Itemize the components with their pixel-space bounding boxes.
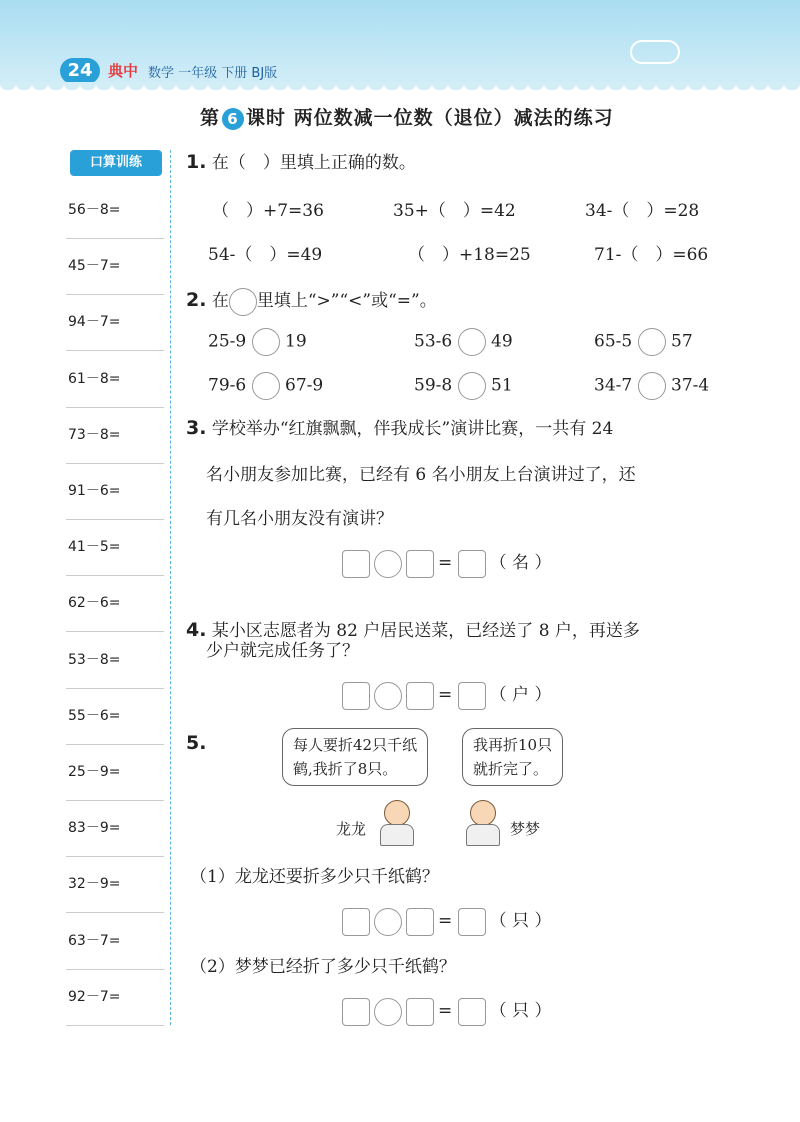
sidebar-exercise: 91－6= [66, 463, 164, 520]
q5-sub2: （2）梦梦已经折了多少只千纸鹤？ [190, 957, 456, 977]
sidebar-tag: 口算训练 [70, 150, 162, 176]
sidebar-divider [170, 150, 171, 1025]
page-header [0, 0, 800, 90]
q1-item[interactable]: 71-（ ）=66 [594, 245, 709, 265]
sidebar-exercise: 94－7= [66, 294, 164, 351]
sidebar-exercise: 25－9= [66, 744, 164, 801]
name-longlong: 龙龙 [336, 820, 367, 838]
brand-logo: 典中 [108, 62, 139, 80]
sidebar-exercise: 63－7= [66, 913, 164, 970]
sidebar-exercise: 55－6= [66, 688, 164, 745]
q4-line: 4. 某小区志愿者为 82 户居民送菜，已经送了 8 户，再送多 [186, 619, 640, 641]
q5-number: 5. [186, 732, 207, 754]
q2-item[interactable]: 34-7 37-4 [594, 372, 709, 400]
q5-sub1: （1）龙龙还要折多少只千纸鹤？ [190, 867, 439, 887]
lesson-title: 第 6 课时 两位数减一位数（退位）减法的练习 [200, 107, 614, 129]
q3-line: 3. 学校举办“红旗飘飘，伴我成长”演讲比赛，一共有 24 [186, 417, 614, 439]
name-mengmeng: 梦梦 [510, 820, 541, 838]
q2-item[interactable]: 25-9 19 [208, 328, 307, 356]
q1-item[interactable]: 35+（ ）=42 [393, 201, 516, 221]
q1-prompt: 1. 在（ ）里填上正确的数。 [186, 151, 416, 173]
sidebar-exercise: 53－8= [66, 632, 164, 689]
book-info: 数学 一年级 下册 BJ版 [148, 66, 278, 81]
q2-prompt: 2. 在 里填上“>”“<”或“=”。 [186, 286, 437, 316]
lesson-number-badge: 6 [222, 108, 244, 130]
sidebar-exercise: 73－8= [66, 407, 164, 464]
speech-bubble-mengmeng: 我再折10只 就折完了。 [462, 728, 563, 786]
q2-item[interactable]: 79-6 67-9 [208, 372, 323, 400]
sidebar-exercise: 41－5= [66, 519, 164, 576]
sidebar-exercise: 83－9= [66, 800, 164, 857]
q2-item[interactable]: 59-8 51 [414, 372, 513, 400]
sidebar-exercise: 61－8= [66, 351, 164, 408]
compare-circle-icon [229, 288, 257, 316]
q5-answer1[interactable]: = （ 只 ） [342, 906, 551, 936]
sidebar-exercise: 62－6= [66, 575, 164, 632]
girl-character-icon [462, 800, 502, 846]
boy-character-icon [376, 800, 416, 846]
sidebar-exercise: 45－7= [66, 238, 164, 295]
page-number: 24 [60, 58, 100, 84]
cloud-icon [630, 40, 680, 64]
speech-bubble-longlong: 每人要折42只千纸 鹤,我折了8只。 [282, 728, 428, 786]
q3-answer[interactable]: = （ 名 ） [342, 548, 551, 578]
sidebar-exercise: 32－9= [66, 856, 164, 913]
sidebar-exercise: 56－8= [66, 182, 164, 239]
q1-item[interactable]: （ ）+18=25 [408, 245, 531, 265]
q4-line: 少户就完成任务了？ [206, 641, 359, 661]
q1-item[interactable]: （ ）+7=36 [212, 201, 324, 221]
q3-line: 有几名小朋友没有演讲？ [206, 509, 393, 529]
q1-item[interactable]: 54-（ ）=49 [208, 245, 323, 265]
sidebar-exercise: 92－7= [66, 969, 164, 1026]
q1-item[interactable]: 34-（ ）=28 [585, 201, 700, 221]
q2-item[interactable]: 53-6 49 [414, 328, 513, 356]
q3-line: 名小朋友参加比赛，已经有 6 名小朋友上台演讲过了，还 [206, 465, 636, 485]
q2-item[interactable]: 65-5 57 [594, 328, 693, 356]
q5-answer2[interactable]: = （ 只 ） [342, 996, 551, 1026]
q4-answer[interactable]: = （ 户 ） [342, 680, 551, 710]
